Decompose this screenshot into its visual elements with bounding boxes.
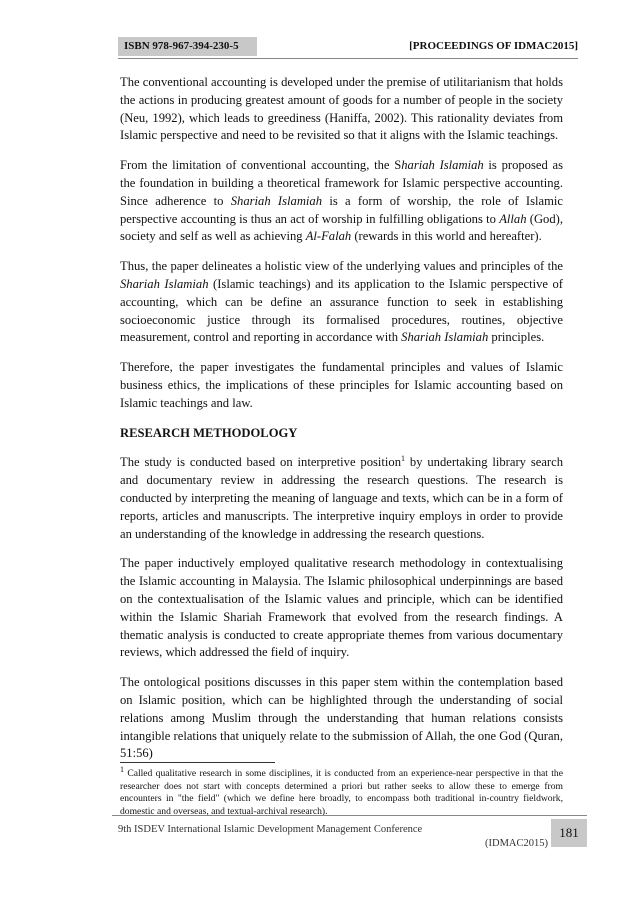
paragraph-7: The ontological positions discusses in this paper stem within the contemplation based on Islamic position, which can be highlighted through the understanding of social relations among Muslim through the understanding that human relations consists intangible relations that uniquely relate to the submission of Allah, the one God (Quran, 51:56)	[120, 675, 563, 761]
page-footer	[112, 815, 587, 851]
isbn-label: ISBN 978-967-394-230-5	[118, 37, 257, 56]
paragraph-1: The conventional accounting is developed under the premise of utilitarianism that holds the actions in producing greatest amount of goods for a number of people in the society (Neu, 1992), which leads to greediness (Haniffa, 2002). This rationality deviates from Islamic perspective and need to be revisited so that it aligns with the Islamic teachings.	[120, 75, 563, 143]
text-run: Thus, the paper delineates a holistic view of the underlying values and principles of the	[120, 259, 563, 274]
text-run: is a form of worship, the role of Islamic perspective accounting is thus an act of worship in fulfilling obligations to	[120, 193, 563, 226]
paragraph-5	[120, 454, 563, 543]
conference-name	[118, 823, 548, 851]
text-run: (Islamic teachings) and its application to the Islamic perspective of accounting, which can be define an assurance function to seek in establishing socioeconomic justice through its formalised procedures, routines, objective measurement, control and reporting in accordance with	[120, 276, 563, 345]
conference-line-1: 9th ISDEV International Islamic Development Management Conference	[118, 824, 423, 835]
italic-term: hariah Islamiah	[401, 158, 484, 173]
footnote-separator	[120, 762, 275, 763]
conference-line-2: (IDMAC2015)	[485, 838, 548, 849]
footer-divider	[112, 815, 587, 816]
footnote	[120, 764, 563, 818]
footnote-marker: 1	[120, 764, 124, 774]
text-run: The study is conducted based on interpretive position	[120, 455, 402, 470]
text-run: by undertaking library search and documentary review in addressing the research questions. The research is conducted by interpreting the meaning of language and texts, which can be in a form of reports, articles and manuscripts. The interpretive inquiry employs in order to provide an understanding of the knowledge in addressing the research questions.	[120, 455, 563, 541]
header-divider	[118, 58, 578, 59]
paragraph-4: Therefore, the paper investigates the fundamental principles and values of Islamic business ethics, the implications of these principles for Islamic accounting based on Islamic teachings and law.	[120, 360, 563, 410]
text-run: (rewards in this world and hereafter).	[351, 229, 542, 244]
page-number: 181	[551, 819, 587, 847]
paragraph-2	[120, 157, 563, 246]
body-text	[120, 74, 563, 775]
italic-term: Shariah Islamiah	[120, 276, 209, 291]
text-run: is proposed as the foundation in building a theoretical framework for Islamic perspective accounting. Since adherence to	[120, 158, 563, 208]
footnote-text: Called qualitative research in some disciplines, it is conducted from an experience-near perspective in that the researcher does not start with concepts determined a priori but rather seeks to allow these to emerge from encounters in "the field" (which we define here broadly, to encompass both traditional in-country fieldwork, domestic and overseas, and textual-archival research).	[120, 768, 563, 817]
paragraph-3	[120, 258, 563, 347]
paragraph-6: The paper inductively employed qualitative research methodology in contextualising the Islamic accounting in Malaysia. The Islamic philosophical underpinnings are based on the contextualisation of the Islamic values and principle, which can be identified within the Islamic Shariah Framework that evolved from the research findings. A thematic analysis is conducted to create appropriate themes from various documentary reviews, which addressed the field of inquiry.	[120, 556, 563, 660]
text-run: From the limitation of conventional accounting, the S	[120, 158, 402, 173]
section-heading: RESEARCH METHODOLOGY	[120, 425, 298, 440]
text-run: (God), society and self as well as achieving	[120, 211, 563, 244]
italic-term: Allah	[499, 211, 527, 226]
text-run: principles.	[488, 330, 545, 345]
italic-term: Shariah Islamiah	[230, 193, 323, 208]
proceedings-label: [PROCEEDINGS OF IDMAC2015]	[409, 40, 578, 52]
italic-term: Shariah Islamiah	[401, 330, 489, 345]
italic-term: Al-Falah	[305, 229, 352, 244]
footnote-reference[interactable]: 1	[401, 454, 406, 464]
page-header	[103, 37, 578, 59]
